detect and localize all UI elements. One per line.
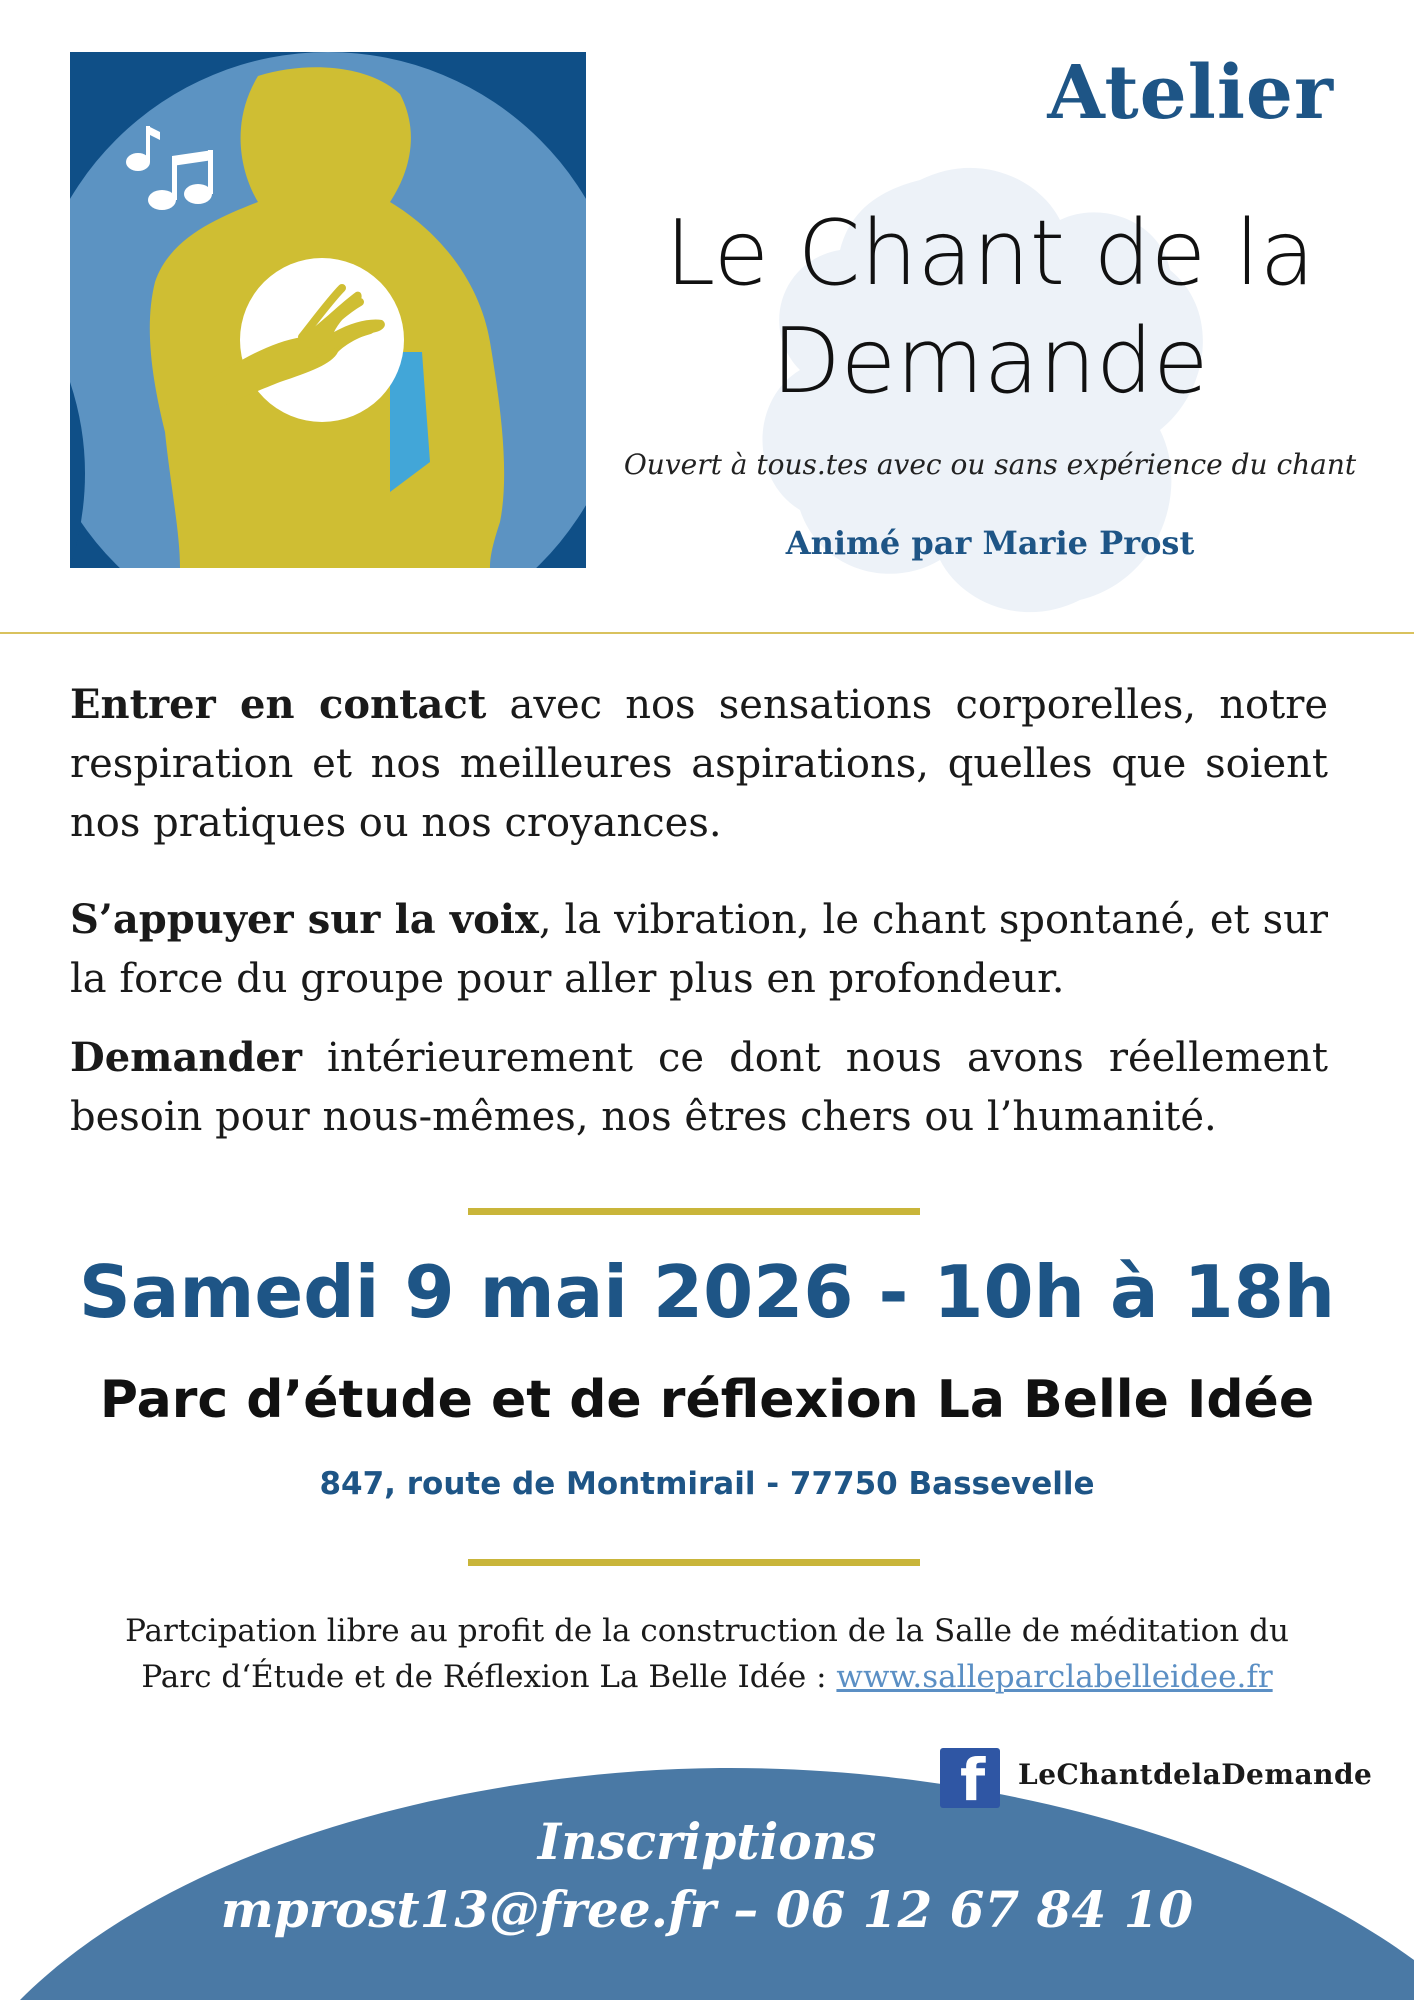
header-divider bbox=[0, 632, 1414, 634]
event-venue: Parc d’étude et de réflexion La Belle Idée bbox=[99, 1370, 1315, 1430]
singing-figure-illustration bbox=[70, 52, 586, 568]
participation-line-1: Partcipation libre au profit de la construction de la Salle de méditation du bbox=[125, 1613, 1289, 1649]
paragraph-lead: S’appuyer sur la voix bbox=[70, 896, 539, 943]
title-line-1: Le Chant de la bbox=[665, 201, 1315, 306]
paragraph-lead: Demander bbox=[70, 1034, 302, 1081]
paragraph-contact bbox=[70, 675, 1328, 853]
registration-label: Inscriptions bbox=[537, 1812, 877, 1871]
participation-note bbox=[70, 1608, 1344, 1700]
divider-top bbox=[468, 1208, 920, 1215]
divider-bottom bbox=[468, 1559, 920, 1566]
event-date: Samedi 9 mai 2026 - 10h à 18h bbox=[78, 1250, 1336, 1334]
participation-line-2: Parc d‘Étude et de Réflexion La Belle Idée : www.salleparclabelleidee.fr bbox=[141, 1659, 1273, 1695]
facebook-icon[interactable]: f bbox=[940, 1748, 1000, 1808]
subtitle: Ouvert à tous.tes avec ou sans expérience du chant bbox=[623, 448, 1357, 481]
facebook-handle[interactable]: LeChantdelaDemande bbox=[1018, 1758, 1373, 1791]
event-address: 847, route de Montmirail - 77750 Bassevelle bbox=[319, 1466, 1095, 1502]
page-title bbox=[600, 200, 1380, 416]
facilitator-label: Animé par Marie Prost bbox=[785, 524, 1195, 562]
website-link[interactable]: www.salleparclabelleidee.fr bbox=[836, 1659, 1273, 1695]
paragraph-lead: Entrer en contact bbox=[70, 681, 487, 728]
title-line-2: Demande bbox=[771, 309, 1209, 414]
paragraph-text: , la vibration, le chant spontané, et sur la force du groupe pour aller plus en profondeur. bbox=[70, 897, 1329, 1002]
paragraph-ask bbox=[70, 1028, 1328, 1147]
paragraph-text: intérieurement ce dont nous avons réellement besoin pour nous-mêmes, nos êtres chers ou l’humanité. bbox=[70, 1035, 1328, 1140]
paragraph-text: avec nos sensations corporelles, notre respiration et nos meilleures aspirations, quelles que soient nos pratiques ou nos croyances. bbox=[70, 682, 1328, 846]
paragraph-voice bbox=[70, 890, 1328, 1009]
eyebrow-label: Atelier bbox=[1047, 50, 1334, 136]
registration-contact[interactable]: mprost13@free.fr – 06 12 67 84 10 bbox=[220, 1880, 1194, 1939]
